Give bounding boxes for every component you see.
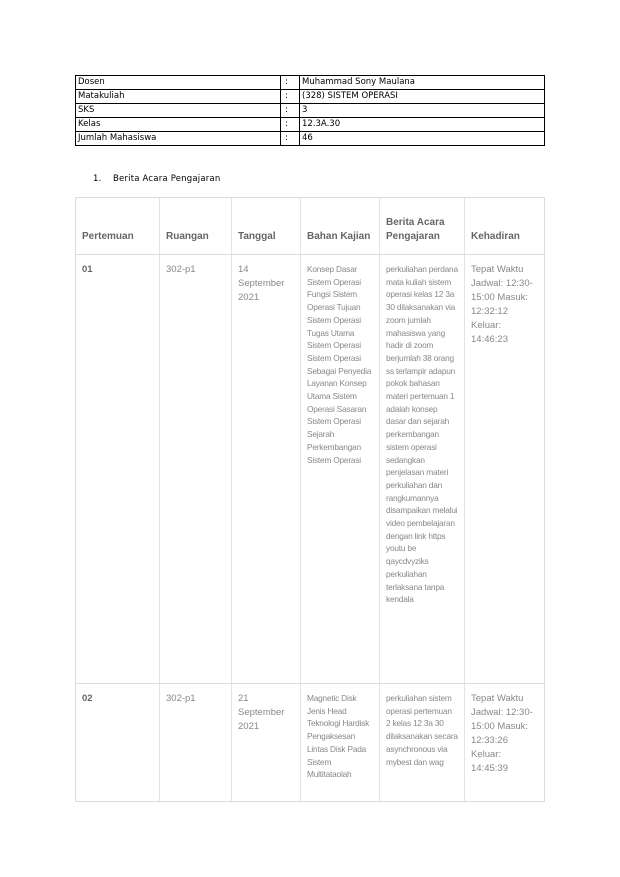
header-berita-acara: Berita Acara Pengajaran <box>380 198 465 254</box>
info-separator: : <box>281 132 300 146</box>
info-row-kelas <box>76 118 545 132</box>
section-number: 1. <box>93 174 102 184</box>
info-separator: : <box>281 90 300 104</box>
info-label: Dosen <box>76 76 281 90</box>
cell-pertemuan: 02 <box>76 684 160 801</box>
info-label: Kelas <box>76 118 281 132</box>
info-separator: : <box>281 76 300 90</box>
cell-bahan-kajian: Konsep Dasar Sistem Operasi Fungsi Sistem Operasi Tujuan Sistem Operasi Tugas Utama Sistem Operasi Sistem Operasi Sebagai Penyedia Layanan Konsep Utama Sistem Operasi Sasaran Sistem Operasi Sejarah Perkembangan Sistem Operasi <box>301 255 380 683</box>
cell-ruangan: 302-p1 <box>160 684 232 801</box>
info-value: 12.3A.30 <box>300 118 545 132</box>
info-separator: : <box>281 118 300 132</box>
table-row <box>76 255 544 684</box>
table-row <box>76 684 544 801</box>
info-value: Muhammad Sony Maulana <box>300 76 545 90</box>
cell-berita-acara: perkuliahan perdana mata kuliah sistem operasi kelas 12 3a 30 dilaksanakan via zoom jumlah mahasiswa yang hadir di zoom berjumlah 38 orang ss terlampir adapun pokok bahasan materi pertemuan 1 adalah konsep dasar dan sejarah perkembangan sistem operasi sedangkan penjelasan materi perkuliahan dan rangkumannya disampaikan melalui video pembelajaran dengan link https youtu be qaycdvyziks perkuliahan terlaksana tanpa kendala <box>380 255 465 683</box>
header-ruangan: Ruangan <box>160 198 232 254</box>
info-value: 3 <box>300 104 545 118</box>
info-row-jumlah-mahasiswa <box>76 132 545 146</box>
header-pertemuan: Pertemuan <box>76 198 160 254</box>
cell-bahan-kajian: Magnetic Disk Jenis Head Teknologi Hardisk Pengaksesan Lintas Disk Pada Sistem Multitataolah <box>301 684 380 801</box>
cell-berita-acara: perkuliahan sistem operasi pertemuan 2 kelas 12 3a 30 dilaksanakan secara asynchronous via mybest dan wag <box>380 684 465 801</box>
info-row-sks <box>76 104 545 118</box>
info-label: Matakuliah <box>76 90 281 104</box>
info-label: SKS <box>76 104 281 118</box>
section-title: Berita Acara Pengajaran <box>113 174 221 184</box>
table-header-row <box>76 198 544 255</box>
info-row-dosen <box>76 76 545 90</box>
cell-pertemuan: 01 <box>76 255 160 683</box>
cell-kehadiran: Tepat Waktu Jadwal: 12:30-15:00 Masuk: 12:32:12 Keluar: 14:46:23 <box>471 264 533 345</box>
section-heading <box>93 174 220 184</box>
cell-tanggal: 14 September 2021 <box>232 255 301 683</box>
header-tanggal: Tanggal <box>232 198 301 254</box>
info-value: 46 <box>300 132 545 146</box>
cell-kehadiran: Tepat Waktu Jadwal: 12:30-15:00 Masuk: 12:33:26 Keluar: 14:45:39 <box>471 693 533 774</box>
info-value: (328) SISTEM OPERASI <box>300 90 545 104</box>
info-label: Jumlah Mahasiswa <box>76 132 281 146</box>
info-separator: : <box>281 104 300 118</box>
info-row-matakuliah <box>76 90 545 104</box>
cell-tanggal: 21 September 2021 <box>232 684 301 801</box>
teaching-record-table <box>75 197 545 802</box>
header-bahan-kajian: Bahan Kajian <box>301 198 380 254</box>
header-kehadiran: Kehadiran <box>471 231 520 242</box>
course-info-table <box>75 75 545 146</box>
cell-ruangan: 302-p1 <box>160 255 232 683</box>
